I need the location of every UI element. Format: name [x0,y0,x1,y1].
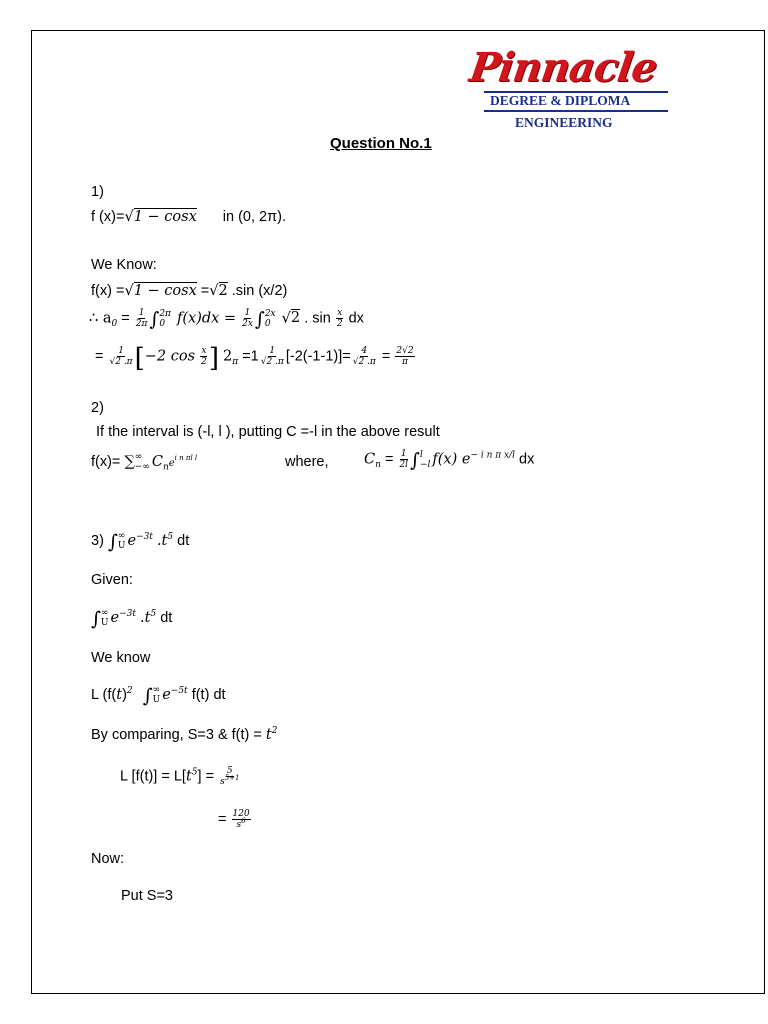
q1-frac7: $\frac{2√2}{\pi}$ [396,346,414,367]
q2-sum-limits: ∞ −∞ [134,452,150,472]
q2-integrand-pow: − i n π x/l [470,450,515,461]
q1-sin-part: . sin [304,310,331,327]
q2-dx: dx [519,451,535,468]
q3-line: 3) ∫ ∞ U $e^{-3t}$ $.t^5$ dt [91,530,190,553]
q1-integral-2: ∫ [254,308,265,331]
q3-comparing: By comparing, S=3 & $f(t) = t^2$ [91,726,278,743]
q1-given-radicand: 1 − cosx [133,209,197,225]
q1-frac5: $\frac{1}{√2 .\pi}$ [260,346,284,367]
logo-brand: Pinnacle [466,44,660,91]
q1-a0-sub: 0 [111,319,118,330]
q2-cn-line: $C_n$ = $\frac{1}{2l}$ ∫ l −l f(x) $e^{- i n \pi x/l}$ dx [364,449,535,472]
q3-integral: ∫ [107,530,118,553]
q2-integrand: f(x) e [432,451,471,468]
q3-lf-frac: $\frac{5}{s^{5+1}}$ [220,766,240,787]
q1-int1-limits: 2π 0 [159,308,171,329]
q3-we-know: We know [91,650,151,666]
q1-a0-line: ∴ $a_0$ = $\frac{1}{2\pi}$ ∫ 2π 0 f(x)dx = $\frac{1}{2x}$ ∫ 2x 0 √2 . sin $\frac{x}{2}$ dx [89,308,364,331]
question-title: Question No.1 [330,135,432,152]
q3-given: Given: [91,572,133,588]
q3-laplace-integral: ∫ [142,684,153,707]
q1-frac-x: $\frac{x}{2}$ [336,308,343,329]
q3-int-limits: ∞ U [117,531,126,551]
q2-fx-line: f(x)= ∑ ∞ −∞ $C_ne^{i n \pi l l}$ [91,452,198,473]
q1-frac1: $\frac{1}{2\pi}$ [135,308,148,329]
q2-int-limits: l −l [419,449,431,470]
q1-result-line: = $\frac{1}{√2 .\pi}$ [−2 cos $\frac{x}{2}$ ] $2_\pi =1$ $\frac{1}{√2 .\pi}$ [-2(-1-1)]= $\frac{4}{√2 .\pi}$ = $\frac{2√2}{\pi}$ [95,343,414,374]
q1-bracket-inner: −2 cos [144,348,196,365]
q1-a0-prefix: ∴ a [89,310,112,327]
q1-fx-root2: 2 [218,283,228,299]
q3-put: Put S=3 [121,888,173,904]
logo-line1: DEGREE & DIPLOMA [490,93,631,108]
q1-given-interval: in (0, 2π). [222,209,286,225]
q1-after-bracket: 2 [223,348,233,365]
q3-lf-line: L $[f(t)] = L[t^5]$ = $\frac{5}{s^{5+1}}$ [120,766,240,787]
q3-frac2: $\frac{120}{s^6}$ [232,809,250,830]
q1-fx-suffix: .sin (x/2) [231,283,288,299]
q1-fx-mid: = [200,283,210,299]
q1-frac3: $\frac{1}{√2 .\pi}$ [109,346,133,367]
q1-given-prefix: f (x)= [91,209,125,225]
q1-fx-line: f(x) =√1 − cosx =√2 .sin (x/2) [91,283,288,299]
q1-root2b: 2 [290,310,301,327]
q2-exp-pow: i n πl l [174,454,198,462]
q1-we-know: We Know: [91,257,157,273]
q3-laplace-line: L ($f(t)^2$ ∫ ∞ U $e^{-5t}$ f(t) dt [91,684,226,707]
q2-sum-sym: ∑ [124,453,135,470]
q1-frac2: $\frac{1}{2x}$ [242,308,253,329]
q2-number: 2) [91,400,104,416]
q1-integrand1: f(x)dx = [177,310,237,327]
q1-fx-radicand: 1 − cosx [133,283,197,299]
q3-given-integral: ∫ [91,607,101,630]
q3-result-line: = $\frac{120}{s^6}$ [218,809,250,830]
q2-integral: ∫ [410,449,420,472]
logo-line2: ENGINEERING [515,115,613,130]
q1-number: 1) [91,184,104,200]
q2-where: where, [285,454,329,470]
q1-fx-prefix: f(x) = [91,283,125,299]
logo-rule-bottom [484,110,668,112]
q3-given-integral-line: ∫ ∞ U $e^{-3t}$ $.t^5$ dt [91,607,173,630]
q2-frac: $\frac{1}{2l}$ [399,449,409,470]
q2-statement: If the interval is (-l, l ), putting C =-l in the above result [96,424,440,440]
q1-bracket-close: ] [208,343,219,374]
q3-number: 3) [91,532,104,549]
q2-fx-prefix: f(x)= [91,453,121,470]
q3-now: Now: [91,851,125,867]
pinnacle-logo [462,44,672,136]
q1-frac6: $\frac{4}{√2 .\pi}$ [352,346,376,367]
q1-frac4: $\frac{x}{2}$ [201,346,207,367]
q1-integral-1: ∫ [149,308,160,331]
q1-dx: dx [348,310,364,327]
q1-int2-limits: 2x 0 [264,308,276,329]
q1-mid-text: =1 [242,348,259,365]
q1-tail-text: [-2(-1-1)]= [285,348,351,365]
q1-a0-eq: = [121,310,130,327]
q1-given-line: f (x)=√1 − cosx in (0, 2π). [91,209,286,225]
q1-bracket-open: [ [134,343,145,374]
page-border [31,30,765,994]
